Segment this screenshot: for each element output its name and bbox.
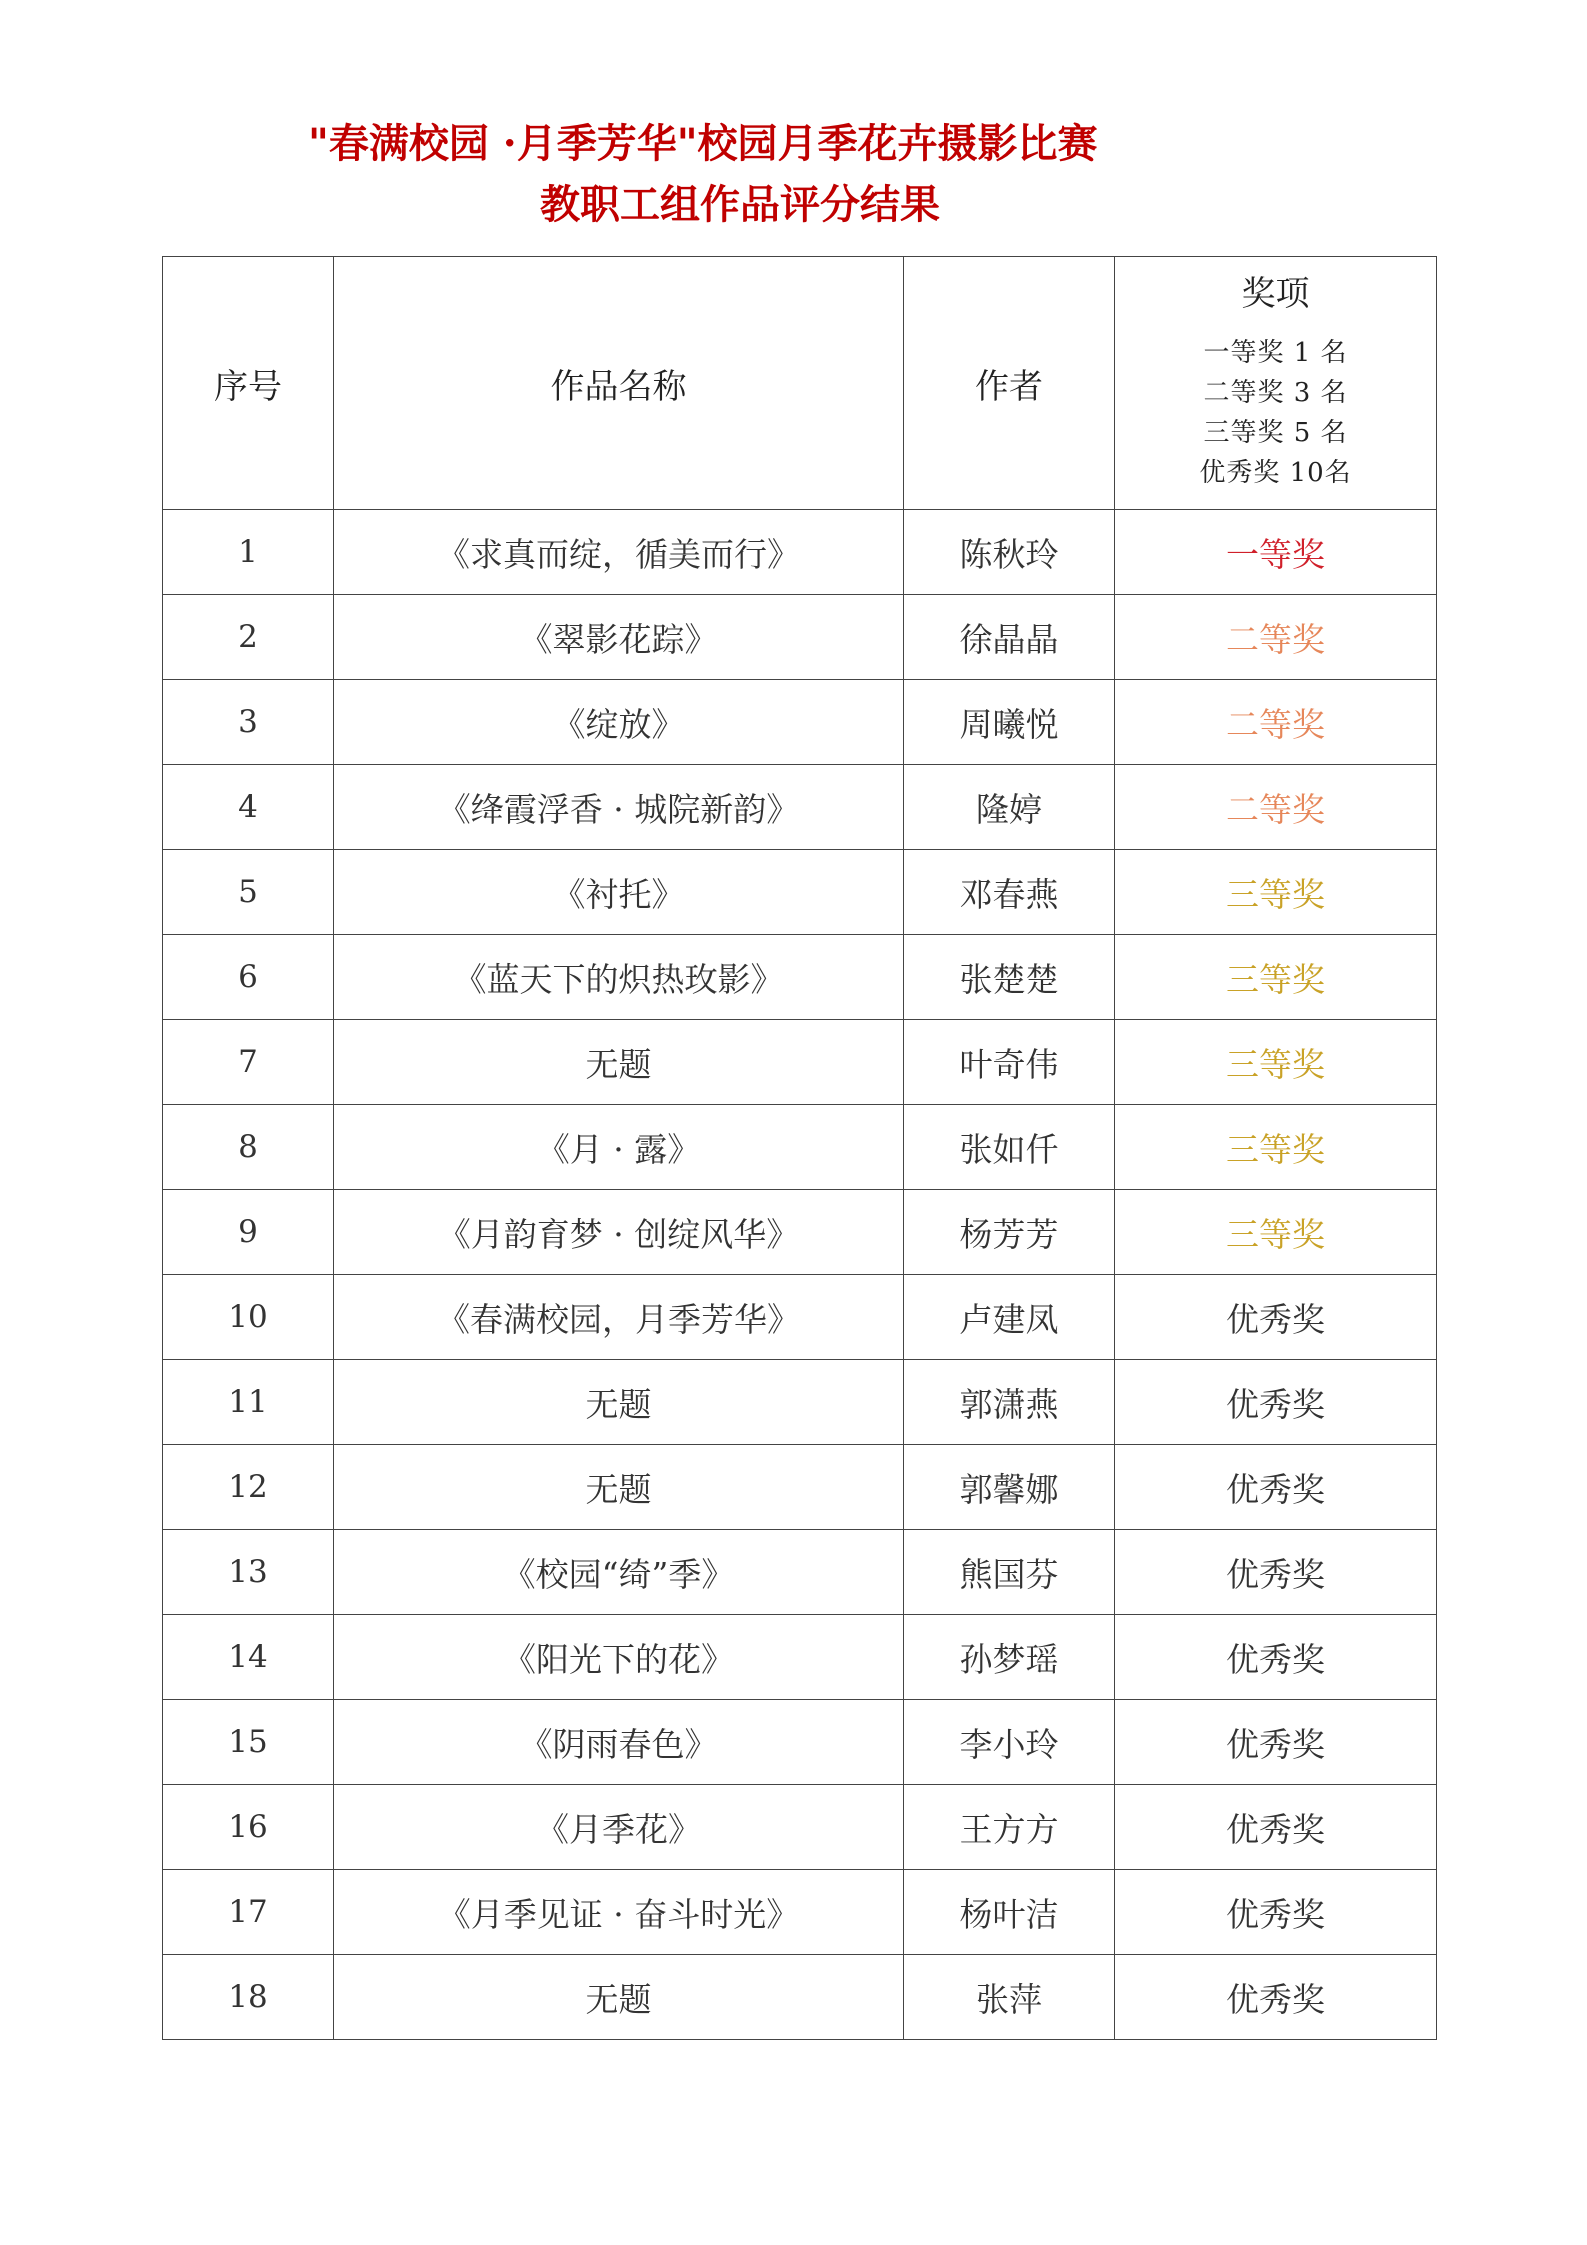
- table-row: [163, 680, 1437, 765]
- cell-index: 10: [163, 1275, 334, 1360]
- cell-index: 18: [163, 1955, 334, 2040]
- cell-index: 13: [163, 1530, 334, 1615]
- cell-author: 卢建凤: [904, 1275, 1115, 1360]
- cell-work: 无题: [334, 1955, 904, 2040]
- cell-work: 《绛霞浮香 · 城院新韵》: [334, 765, 904, 850]
- table-row: [163, 850, 1437, 935]
- cell-author: 陈秋玲: [904, 510, 1115, 595]
- cell-award: 优秀奖: [1115, 1445, 1437, 1530]
- cell-award: 二等奖: [1115, 595, 1437, 680]
- table-row: [163, 1360, 1437, 1445]
- table-row: [163, 1870, 1437, 1955]
- table-row: [163, 1020, 1437, 1105]
- cell-work: 无题: [334, 1445, 904, 1530]
- header-award-title: 奖项: [1241, 273, 1310, 314]
- table-row: [163, 765, 1437, 850]
- cell-author: 徐晶晶: [904, 595, 1115, 680]
- cell-work: 《月 · 露》: [334, 1105, 904, 1190]
- cell-work: 无题: [334, 1360, 904, 1445]
- table-header-row: [163, 257, 1437, 510]
- cell-index: 6: [163, 935, 334, 1020]
- cell-author: 杨叶洁: [904, 1870, 1115, 1955]
- cell-index: 1: [163, 510, 334, 595]
- cell-author: 郭馨娜: [904, 1445, 1115, 1530]
- cell-index: 7: [163, 1020, 334, 1105]
- cell-award: 二等奖: [1115, 680, 1437, 765]
- table-row: [163, 935, 1437, 1020]
- table-row: [163, 1190, 1437, 1275]
- table-row: [163, 595, 1437, 680]
- cell-award: 三等奖: [1115, 1020, 1437, 1105]
- cell-award: 优秀奖: [1115, 1275, 1437, 1360]
- table-row: [163, 1275, 1437, 1360]
- cell-award: 二等奖: [1115, 765, 1437, 850]
- cell-index: 11: [163, 1360, 334, 1445]
- table-row: [163, 1785, 1437, 1870]
- cell-work: 《春满校园，月季芳华》: [334, 1275, 904, 1360]
- cell-index: 14: [163, 1615, 334, 1700]
- cell-award: 三等奖: [1115, 1105, 1437, 1190]
- table-row: [163, 1530, 1437, 1615]
- cell-work: 《翠影花踪》: [334, 595, 904, 680]
- cell-author: 李小玲: [904, 1700, 1115, 1785]
- cell-index: 16: [163, 1785, 334, 1870]
- cell-author: 郭潇燕: [904, 1360, 1115, 1445]
- cell-award: 优秀奖: [1115, 1955, 1437, 2040]
- cell-award: 优秀奖: [1115, 1615, 1437, 1700]
- cell-author: 孙梦瑶: [904, 1615, 1115, 1700]
- table-body: [163, 510, 1437, 2040]
- cell-work: 《绽放》: [334, 680, 904, 765]
- cell-index: 4: [163, 765, 334, 850]
- header-work: 作品名称: [334, 257, 904, 510]
- award-quota-4: 优秀奖 10名: [1199, 457, 1352, 488]
- cell-author: 叶奇伟: [904, 1020, 1115, 1105]
- award-quota-2: 二等奖 3 名: [1203, 377, 1348, 408]
- cell-index: 9: [163, 1190, 334, 1275]
- cell-author: 杨芳芳: [904, 1190, 1115, 1275]
- cell-author: 隆婷: [904, 765, 1115, 850]
- cell-award: 三等奖: [1115, 935, 1437, 1020]
- cell-award: 优秀奖: [1115, 1530, 1437, 1615]
- results-table: [162, 256, 1437, 2040]
- table-row: [163, 1615, 1437, 1700]
- cell-work: 《蓝天下的炽热玫影》: [334, 935, 904, 1020]
- cell-work: 《月季见证 · 奋斗时光》: [334, 1870, 904, 1955]
- award-quota-1: 一等奖 1 名: [1203, 337, 1348, 368]
- cell-index: 8: [163, 1105, 334, 1190]
- cell-award: 一等奖: [1115, 510, 1437, 595]
- cell-work: 《校园“绮”季》: [334, 1530, 904, 1615]
- cell-author: 张萍: [904, 1955, 1115, 2040]
- cell-index: 3: [163, 680, 334, 765]
- cell-work: 《月韵育梦 · 创绽风华》: [334, 1190, 904, 1275]
- cell-work: 《求真而绽，循美而行》: [334, 510, 904, 595]
- cell-author: 邓春燕: [904, 850, 1115, 935]
- cell-award: 优秀奖: [1115, 1700, 1437, 1785]
- table-row: [163, 1445, 1437, 1530]
- cell-work: 《阳光下的花》: [334, 1615, 904, 1700]
- title-line-2: 教职工组作品评分结果: [540, 181, 940, 228]
- cell-work: 《月季花》: [334, 1785, 904, 1870]
- table-row: [163, 1700, 1437, 1785]
- header-author: 作者: [904, 257, 1115, 510]
- cell-index: 5: [163, 850, 334, 935]
- cell-index: 12: [163, 1445, 334, 1530]
- cell-award: 优秀奖: [1115, 1870, 1437, 1955]
- cell-award: 三等奖: [1115, 850, 1437, 935]
- table-row: [163, 1955, 1437, 2040]
- cell-index: 17: [163, 1870, 334, 1955]
- cell-author: 张楚楚: [904, 935, 1115, 1020]
- cell-award: 优秀奖: [1115, 1785, 1437, 1870]
- header-index: 序号: [163, 257, 334, 510]
- cell-index: 15: [163, 1700, 334, 1785]
- cell-author: 王方方: [904, 1785, 1115, 1870]
- cell-index: 2: [163, 595, 334, 680]
- cell-author: 熊国芬: [904, 1530, 1115, 1615]
- table-row: [163, 1105, 1437, 1190]
- cell-author: 周曦悦: [904, 680, 1115, 765]
- cell-work: 《阴雨春色》: [334, 1700, 904, 1785]
- cell-award: 优秀奖: [1115, 1360, 1437, 1445]
- cell-award: 三等奖: [1115, 1190, 1437, 1275]
- award-quota-3: 三等奖 5 名: [1203, 417, 1348, 448]
- title-line-1: "春满校园 ·月季芳华"校园月季花卉摄影比赛: [308, 120, 1098, 167]
- table-row: [163, 510, 1437, 595]
- cell-work: 无题: [334, 1020, 904, 1105]
- cell-author: 张如仟: [904, 1105, 1115, 1190]
- header-award: [1115, 257, 1437, 510]
- cell-work: 《衬托》: [334, 850, 904, 935]
